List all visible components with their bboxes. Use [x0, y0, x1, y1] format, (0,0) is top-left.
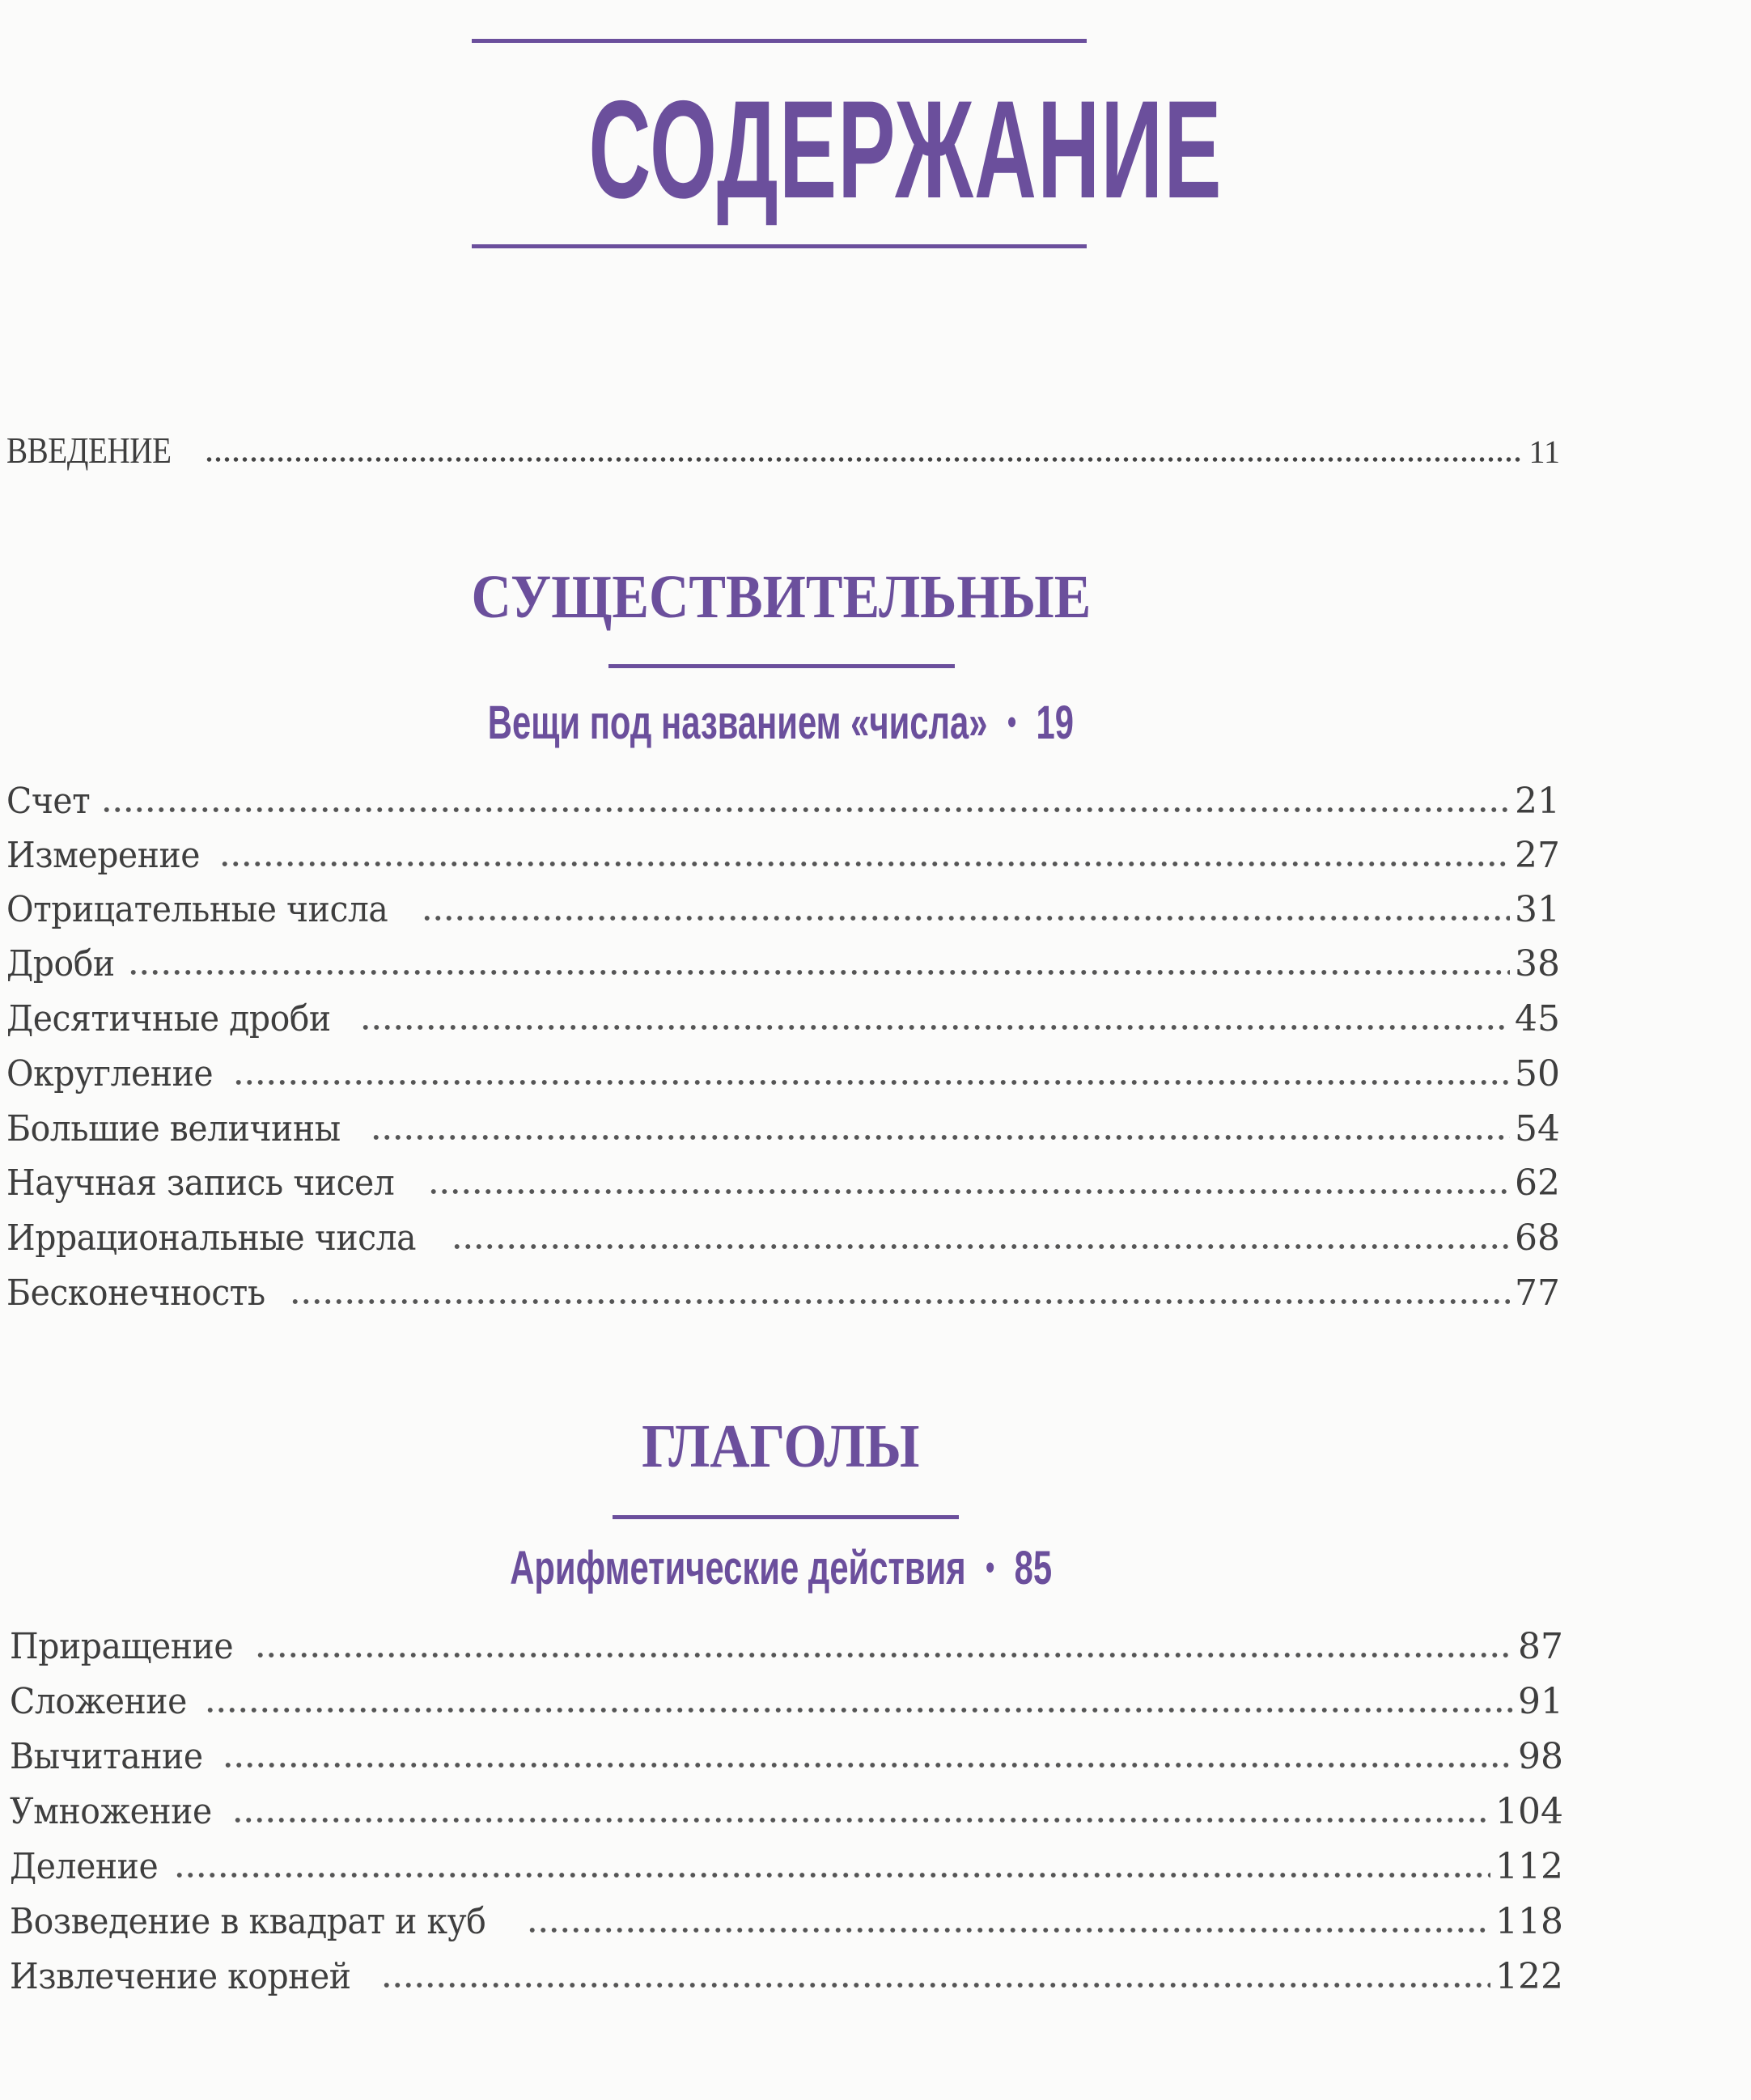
title-bottom-rule — [472, 244, 1087, 248]
toc-entry[interactable] — [6, 1108, 1560, 1162]
title-top-rule — [472, 39, 1087, 43]
toc-entry[interactable] — [6, 1217, 1560, 1271]
toc-entry-page: 68 — [1515, 1217, 1560, 1259]
toc-entry-page: 112 — [1495, 1846, 1563, 1887]
toc-entry[interactable] — [10, 1626, 1563, 1679]
dot-leader — [205, 456, 1524, 463]
section-rule-verbs — [613, 1515, 959, 1519]
dot-leader — [233, 1079, 1510, 1086]
toc-entry[interactable] — [6, 1272, 1560, 1326]
dot-leader — [223, 1762, 1513, 1768]
subsection-page: 85 — [1014, 1542, 1052, 1594]
toc-entry-label: Счет — [6, 781, 91, 822]
toc-entry[interactable] — [10, 1791, 1563, 1844]
section-title-text: СУЩЕСТВИТЕЛЬНЫЕ — [471, 563, 1091, 631]
subsection-page: 19 — [1036, 696, 1075, 749]
bullet-separator: • — [1007, 702, 1017, 742]
toc-entry-label: Деление — [10, 1846, 159, 1887]
toc-entry-page: 91 — [1518, 1681, 1563, 1722]
toc-entry[interactable] — [10, 1736, 1563, 1789]
toc-entry-page: 45 — [1515, 998, 1560, 1039]
toc-entry[interactable] — [6, 1162, 1560, 1216]
section-title-verbs — [0, 1412, 1562, 1482]
dot-leader — [422, 915, 1510, 921]
dot-leader — [452, 1243, 1510, 1250]
toc-entry-page: 98 — [1518, 1736, 1563, 1777]
dot-leader — [128, 969, 1510, 976]
section-title-text: ГЛАГОЛЫ — [642, 1412, 920, 1480]
toc-entry-label: ВВЕДЕНИЕ — [6, 430, 172, 471]
toc-entry-label: Измерение — [6, 835, 201, 876]
toc-entry[interactable] — [6, 781, 1560, 834]
toc-entry-label: Большие величины — [6, 1108, 341, 1149]
dot-leader — [205, 1707, 1513, 1713]
toc-entry-page: 62 — [1515, 1162, 1560, 1204]
toc-entry-label: Приращение — [10, 1626, 234, 1667]
dot-leader — [527, 1927, 1490, 1933]
toc-entry-page: 21 — [1515, 781, 1560, 822]
toc-entry[interactable] — [10, 1846, 1563, 1899]
toc-entry-page: 87 — [1518, 1626, 1563, 1667]
toc-entry-label: Научная запись чисел — [6, 1162, 395, 1204]
toc-entry-label: Возведение в квадрат и куб — [10, 1901, 486, 1942]
section-rule-nouns — [608, 664, 955, 668]
toc-entry-page: 118 — [1495, 1901, 1563, 1942]
toc-entry-page: 50 — [1515, 1053, 1560, 1094]
dot-leader — [290, 1298, 1510, 1305]
toc-entry-page: 54 — [1515, 1108, 1560, 1149]
toc-entry-page: 122 — [1495, 1956, 1563, 1997]
subsection-title: Вещи под названием «числа» — [487, 696, 988, 749]
toc-entry[interactable] — [6, 998, 1560, 1052]
toc-entry-page: 27 — [1515, 835, 1560, 876]
section-title-nouns — [0, 562, 1562, 633]
toc-entry[interactable] — [10, 1901, 1563, 1954]
toc-entry-page: 38 — [1515, 943, 1560, 984]
dot-leader — [101, 807, 1510, 813]
toc-entry-page: 77 — [1515, 1272, 1560, 1314]
dot-leader — [219, 861, 1510, 867]
toc-entry[interactable] — [6, 1053, 1560, 1107]
dot-leader — [255, 1652, 1513, 1658]
dot-leader — [371, 1134, 1510, 1141]
subsection-heading-numbers[interactable] — [0, 696, 1562, 750]
toc-entry[interactable] — [10, 1956, 1563, 2009]
toc-entry[interactable] — [10, 1681, 1563, 1734]
dot-leader — [381, 1982, 1490, 1988]
dot-leader — [360, 1024, 1510, 1031]
toc-entry-label: Округление — [6, 1053, 214, 1094]
bullet-separator: • — [985, 1547, 994, 1587]
subsection-title: Арифметические действия — [510, 1542, 966, 1594]
toc-entry-label: Сложение — [10, 1681, 187, 1722]
toc-entry-page: 104 — [1495, 1791, 1563, 1832]
dot-leader — [174, 1872, 1490, 1878]
toc-entry-label: Иррациональные числа — [6, 1217, 417, 1259]
toc-entry-label: Умножение — [10, 1791, 212, 1832]
subsection-heading-arithmetic[interactable] — [0, 1541, 1562, 1595]
dot-leader — [428, 1188, 1510, 1195]
toc-entry-page: 11 — [1528, 434, 1560, 470]
toc-entry[interactable] — [6, 889, 1560, 942]
dot-leader — [232, 1817, 1490, 1823]
toc-entry-label: Отрицательные числа — [6, 889, 388, 930]
page-title: СОДЕРЖАНИЕ — [588, 72, 1223, 227]
toc-entry-label: Вычитание — [10, 1736, 203, 1777]
toc-entry-intro[interactable] — [6, 429, 1560, 482]
toc-entry-label: Бесконечность — [6, 1272, 265, 1314]
toc-entry-label: Извлечение корней — [10, 1956, 351, 1997]
toc-entry[interactable] — [6, 835, 1560, 888]
toc-entry[interactable] — [6, 943, 1560, 997]
toc-entry-label: Дроби — [6, 943, 115, 984]
toc-entry-label: Десятичные дроби — [6, 998, 331, 1039]
toc-entry-page: 31 — [1515, 889, 1560, 930]
